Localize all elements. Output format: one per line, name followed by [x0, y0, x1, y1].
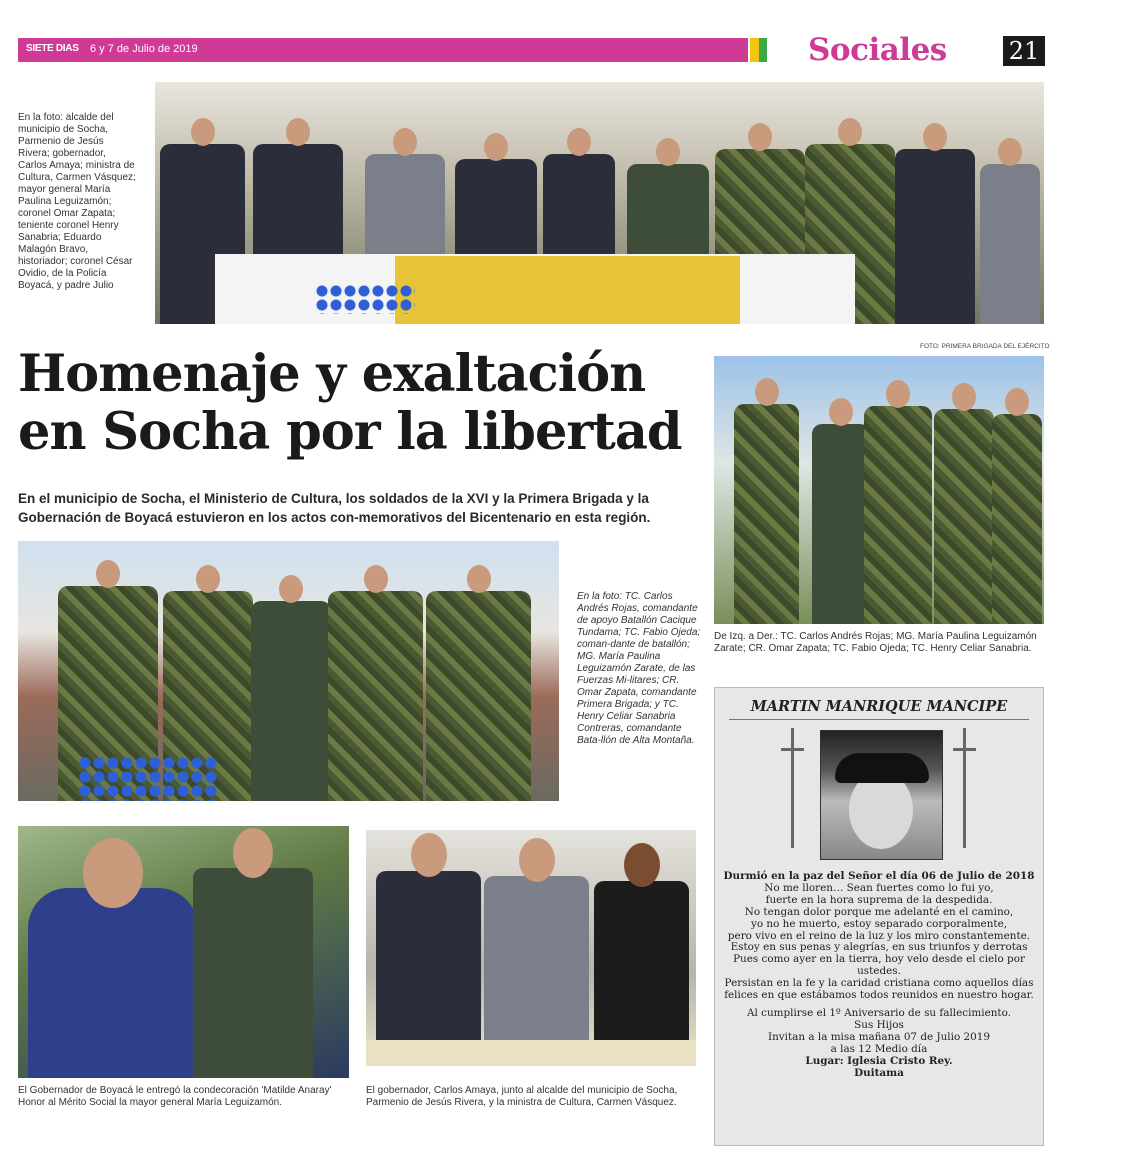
- headline-line-1: Homenaje y exaltación: [18, 344, 646, 404]
- group-photo: [18, 541, 559, 801]
- obituary-notice: [714, 687, 1044, 1146]
- obituary-line: Sus Hijos: [854, 1018, 904, 1031]
- cross-right-icon: [963, 728, 966, 848]
- obituary-line: pero vivo en el reino de la luz y los miro constantemente.: [727, 929, 1031, 942]
- section-title: Sociales: [808, 32, 947, 68]
- header-accent-yellow: [750, 38, 759, 62]
- header-accent-green: [759, 38, 767, 62]
- obituary-line: No me lloren… Sean fuertes como lo fui yo,: [764, 881, 994, 894]
- obituary-line: Duitama: [854, 1066, 904, 1079]
- cross-left-bar: [781, 748, 804, 751]
- photo-credit: FOTO: PRIMERA BRIGADA DEL EJÉRCITO: [920, 343, 1050, 350]
- obituary-line: felices en que estábamos todos reunidos en nuestro hogar.: [724, 989, 1034, 1002]
- obituary-line: Durmió en la paz del Señor el día 06 de Julio de 2018: [723, 870, 1035, 882]
- obituary-line: a las 12 Medio día: [830, 1042, 928, 1055]
- obituary-line: ustedes.: [857, 965, 901, 978]
- obituary-name: MARTIN MANRIQUE MANCIPE: [750, 698, 1008, 715]
- obituary-line: Estoy en sus penas y alegrías, en sus triunfos y derrotas: [730, 941, 1028, 954]
- obituary-portrait: [820, 730, 943, 860]
- newspaper-brand: SIETE DIAS: [26, 43, 79, 54]
- cross-right-bar: [953, 748, 976, 751]
- officials-photo-caption: El gobernador, Carlos Amaya, junto al alcalde del municipio de Socha, Parmenio de Jesús Rivera, y la ministra de Cultura, Carmen Vásquez.: [366, 1085, 678, 1108]
- decoration-photo-caption: El Gobernador de Boyacá le entregó la condecoración 'Matilde Anaray' Honor al Mérito Social la mayor general María Leguizamón.: [18, 1085, 332, 1108]
- page-number: 21: [1003, 36, 1045, 66]
- top-photo-caption: En la foto: alcalde del municipio de Socha, Parmenio de Jesús Rivera; gobernador, Carlos Amaya; ministra de Cultura, Carmen Vásquez; mayor general María Paulina Leguizamón; coronel Omar Zapata; teniente coronel Henry Sanabria; Eduardo Malagón Bravo, historiador; coronel César Ovidio, de la Policía Boyacá, y padre Julio: [18, 112, 136, 291]
- issue-date: 6 y 7 de Julio de 2019: [90, 43, 198, 55]
- obituary-line: No tengan dolor porque me adelanté en el camino,: [744, 905, 1014, 918]
- obituary-line: Lugar: Iglesia Cristo Rey.: [805, 1054, 953, 1067]
- officials-photo: [366, 830, 696, 1066]
- headline-line-2: en Socha por la libertad: [18, 402, 682, 462]
- obituary-divider: [729, 719, 1029, 720]
- obituary-line: Pues como ayer en la tierra, hoy velo desde el cielo por: [733, 953, 1025, 966]
- article-headline: [18, 345, 708, 461]
- right-photo-caption: De Izq. a Der.: TC. Carlos Andrés Rojas; MG. María Paulina Leguizamón Zarate; CR. Omar Zapata; TC. Fabio Ojeda; TC. Henry Celiar Sanabria.: [714, 631, 1037, 654]
- top-photo: [155, 82, 1044, 324]
- obituary-line: Invitan a la misa mañana 07 de Julio 2019: [768, 1030, 990, 1043]
- article-deck: En el municipio de Socha, el Ministerio de Cultura, los soldados de la XVI y la Primera Brigada y la Gobernación de Boyacá estuvieron en los actos con-memorativos del Bicentenario en esta región.: [18, 491, 651, 525]
- group-photo-caption: En la foto: TC. Carlos Andrés Rojas, comandante de apoyo Batallón Cacique Tundama; TC. Fabio Ojeda; coman-dante de batallón; MG. María Paulina Leguizamón Zarate, de las Fuerzas Mi-litares; CR. Omar Zapata, comandante Primera Brigada; y TC. Henry Celiar Sanabria Contreras, comandante Bata-llón de Alta Montaña.: [577, 591, 701, 746]
- obituary-line: Persistan en la fe y la caridad cristiana como aquellos días: [724, 977, 1034, 990]
- header-bar: [18, 38, 748, 62]
- obituary-line: fuerte en la hora suprema de la despedida.: [765, 893, 993, 906]
- obituary-text: [723, 871, 1035, 1079]
- obituary-line: Al cumplirse el 1º Aniversario de su fallecimiento.: [747, 1006, 1011, 1019]
- obituary-line: yo no he muerto, estoy separado corporalmente,: [750, 917, 1008, 930]
- cross-left-icon: [791, 728, 794, 848]
- decoration-photo: [18, 826, 349, 1078]
- right-photo: [714, 356, 1044, 624]
